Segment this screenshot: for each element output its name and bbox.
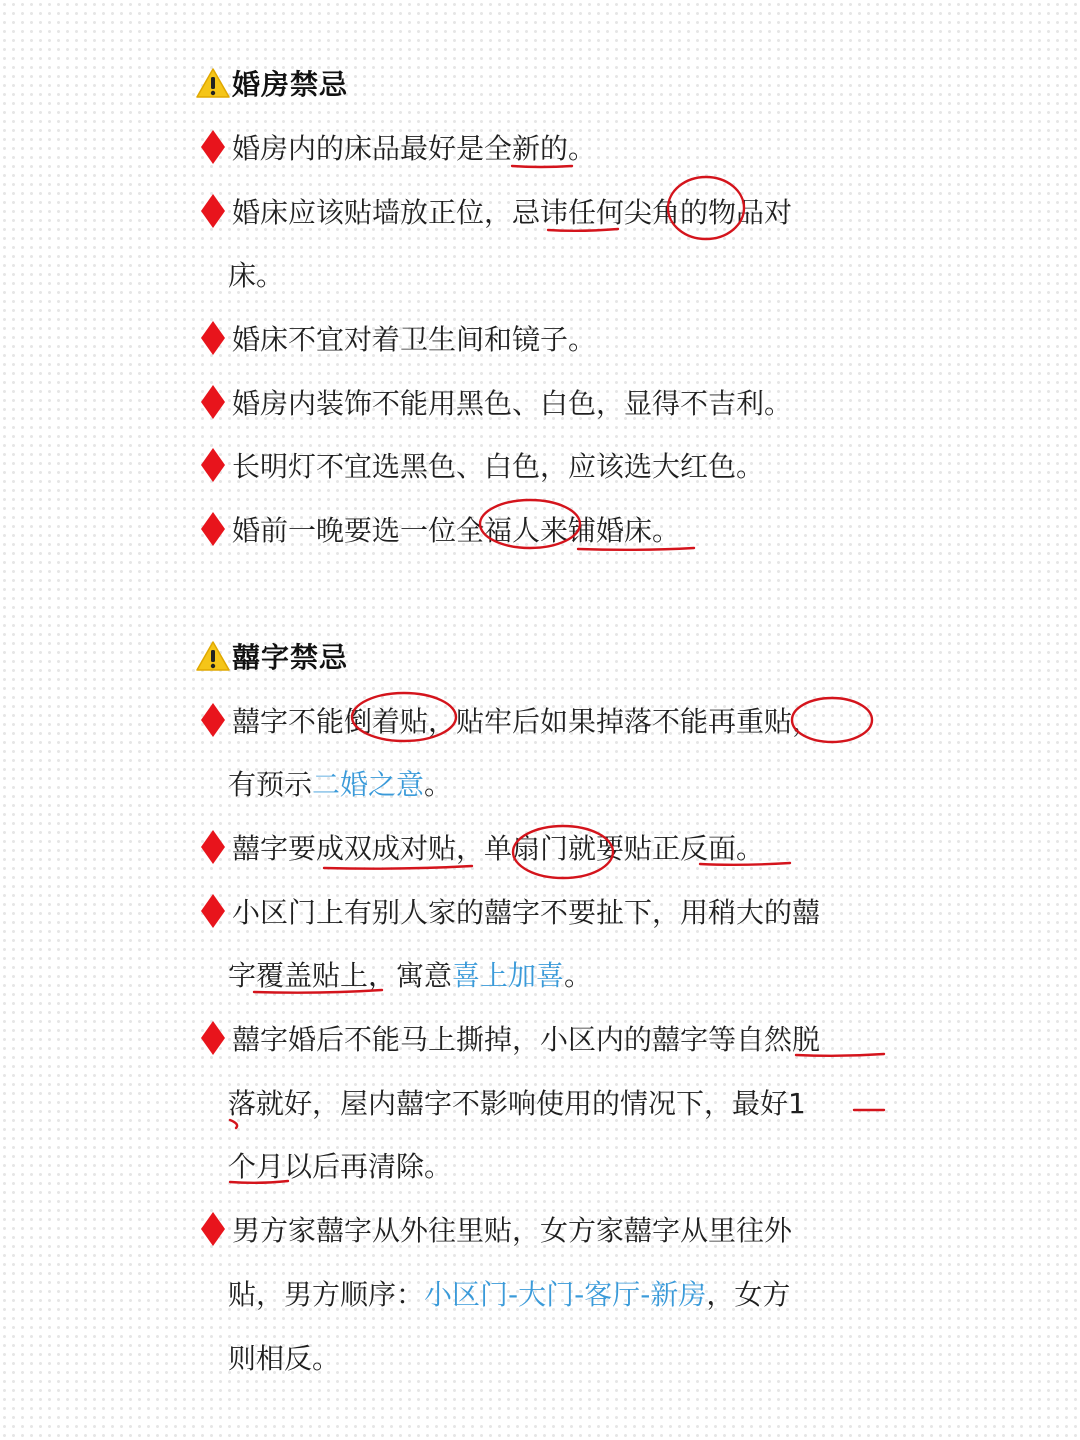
item-text: 有预示 [228, 768, 313, 801]
item-text: 婚前一晚要选一位全福人来铺婚床。 [232, 514, 681, 547]
red-diamond-icon [200, 829, 226, 865]
red-diamond-icon [200, 1211, 226, 1247]
item-text: 。 [424, 768, 453, 801]
list-item [200, 822, 764, 872]
section-heading-1 [196, 63, 348, 103]
item-continuation [228, 1332, 340, 1382]
list-item [200, 377, 792, 427]
list-item [200, 1013, 820, 1063]
list-item [200, 1204, 792, 1254]
item-text: 囍字婚后不能马上撕掉，小区内的囍字等自然脱 [232, 1023, 821, 1056]
list-item [200, 186, 792, 236]
item-text: 个月以后再清除。 [228, 1150, 453, 1183]
warning-icon [196, 640, 230, 672]
red-diamond-icon [200, 511, 226, 547]
item-text: 囍字不能倒着贴，贴牢后如果掉落不能再重贴， [232, 705, 821, 738]
list-item [200, 313, 596, 363]
highlight-text: 小区门-大门-客厅-新房 [424, 1278, 707, 1311]
section-heading-2 [196, 636, 348, 676]
item-text: 落就好，屋内囍字不影响使用的情况下，最好1 [228, 1087, 806, 1120]
list-item [200, 504, 680, 554]
item-continuation [228, 758, 452, 808]
item-continuation [228, 249, 284, 299]
list-item [200, 695, 820, 745]
item-text: 贴，男方顺序： [228, 1278, 425, 1311]
item-continuation [228, 949, 592, 999]
item-text: 囍字要成双成对贴，单扇门就要贴正反面。 [232, 832, 765, 865]
item-continuation [228, 1140, 452, 1190]
item-text: 则相反。 [228, 1342, 341, 1375]
section-title: 婚房禁忌 [232, 68, 349, 101]
list-item [200, 122, 596, 172]
highlight-text: 喜上加喜 [452, 959, 565, 992]
red-diamond-icon [200, 193, 226, 229]
item-text: 婚房内的床品最好是全新的。 [232, 132, 597, 165]
item-text: ，女方 [706, 1278, 791, 1311]
item-continuation [228, 1077, 806, 1127]
red-diamond-icon [200, 320, 226, 356]
red-diamond-icon [200, 384, 226, 420]
item-text: 婚房内装饰不能用黑色、白色，显得不吉利。 [232, 387, 793, 420]
highlight-text: 二婚之意 [312, 768, 425, 801]
item-text: 。 [564, 959, 593, 992]
red-diamond-icon [200, 1020, 226, 1056]
red-diamond-icon [200, 702, 226, 738]
item-text: 婚床不宜对着卫生间和镜子。 [232, 323, 597, 356]
red-diamond-icon [200, 447, 226, 483]
item-text: 男方家囍字从外往里贴，女方家囍字从里往外 [232, 1214, 793, 1247]
item-text: 床。 [228, 259, 285, 292]
warning-icon [196, 67, 230, 99]
section-title: 囍字禁忌 [232, 641, 349, 674]
list-item [200, 440, 764, 490]
item-text: 长明灯不宜选黑色、白色，应该选大红色。 [232, 450, 765, 483]
red-diamond-icon [200, 893, 226, 929]
red-diamond-icon [200, 129, 226, 165]
item-continuation [228, 1268, 790, 1318]
item-text: 小区门上有别人家的囍字不要扯下，用稍大的囍 [232, 896, 821, 929]
item-text: 婚床应该贴墙放正位，忌讳任何尖角的物品对 [232, 196, 793, 229]
item-text: 字覆盖贴上，寓意 [228, 959, 453, 992]
list-item [200, 886, 820, 936]
